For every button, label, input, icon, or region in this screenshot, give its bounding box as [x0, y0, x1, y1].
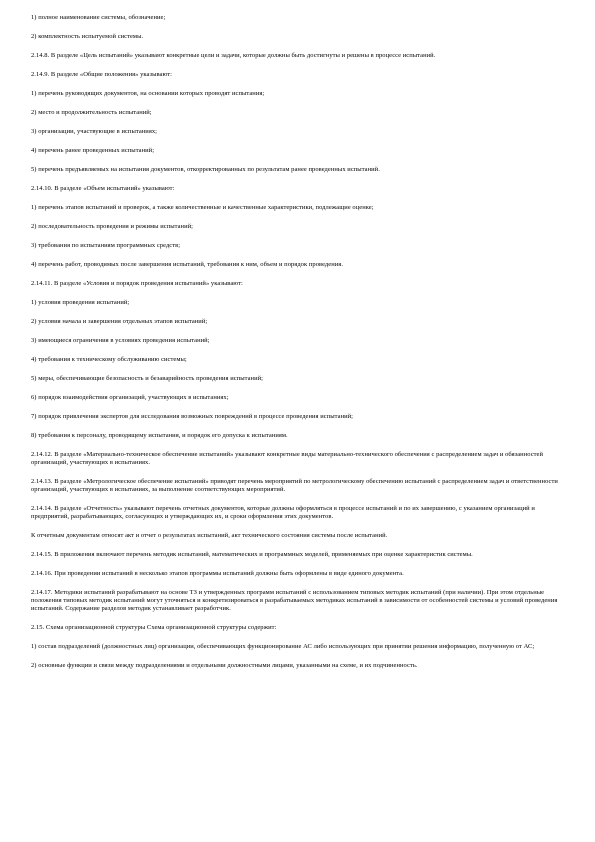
paragraph: 2) последовательность проведения и режимы испытаний;: [31, 223, 193, 230]
paragraph: 2.14.15. В приложения включают перечень методик испытаний, математических и программных моделей, применяемых при оценке характеристик системы.: [31, 551, 473, 558]
paragraph: 2.14.9. В разделе «Общие положения» указывают:: [31, 71, 173, 78]
paragraph: 2) основные функции и связи между подразделениями и отдельными должностными лицами, указанными на схеме, и их подчиненность.: [31, 662, 418, 669]
paragraph: 1) перечень этапов испытаний и проверок, а также количественные и качественные характеристики, подлежащие оценке;: [31, 204, 374, 211]
paragraph: 2.14.10. В разделе «Объем испытаний» указывают:: [31, 185, 175, 192]
paragraph: 3) имеющиеся ограничения в условиях проведения испытаний;: [31, 337, 210, 344]
paragraph: 4) перечень ранее проведенных испытаний;: [31, 147, 155, 154]
paragraph: 2) место и продолжительность испытаний;: [31, 109, 152, 116]
paragraph: 5) меры, обеспечивающие безопасность и безаварийность проведения испытаний;: [31, 375, 263, 382]
paragraph: 2.14.16. При проведении испытаний в несколько этапов программы испытаний должны быть оформлены в виде единого документа.: [31, 570, 404, 577]
paragraph: 2.14.17. Методики испытаний разрабатывают на основе ТЗ и утвержденных программ испытаний с использованием типовых методик испытаний (при наличии). При этом отдельные положения типовых методик испытаний могут уточняться и конкретизироваться в разрабатываемых методиках испытаний в зависимости от особенностей системы и условий проведения испытаний. Содержание разделов методик устанавливает разработчик.: [31, 589, 558, 612]
paragraph: 3) требования по испытаниям программных средств;: [31, 242, 181, 249]
paragraph: 2.14.12. В разделе «Материально-техническое обеспечение испытаний» указывают конкретные виды материально-технического обеспечения с распределением задач и обязанностей организаций, участвующих в испытаниях.: [31, 451, 543, 466]
paragraph: 2) условия начала и завершения отдельных этапов испытаний;: [31, 318, 208, 325]
paragraph: 2.14.13. В разделе «Метрологическое обеспечение испытаний» приводят перечень мероприятий по метрологическому обеспечению испытаний с распределением задач и ответственности организаций, участвующих в испытаниях, за выполнение соответствующих мероприятий.: [31, 478, 558, 493]
paragraph: 5) перечень предъявляемых на испытания документов, откорректированных по результатам ранее проведенных испытаний.: [31, 166, 380, 173]
paragraph: 6) порядок взаимодействия организаций, участвующих в испытаниях;: [31, 394, 229, 401]
paragraph: 1) условия проведения испытаний;: [31, 299, 130, 306]
paragraph: 3) организации, участвующие в испытаниях;: [31, 128, 158, 135]
paragraph: 1) перечень руководящих документов, на основании которых проводят испытания;: [31, 90, 265, 97]
paragraph: 1) состав подразделений (должностных лиц) организации, обеспечивающих функционирование АС либо использующих при принятии решения информацию, полученную от АС;: [31, 643, 535, 650]
paragraph: 4) перечень работ, проводимых после завершения испытаний, требования к ним, объем и порядок проведения.: [31, 261, 343, 268]
paragraph: 2.15. Схема организационной структуры Схема организационной структуры содержит:: [31, 624, 277, 631]
paragraph: 2) комплектность испытуемой системы.: [31, 33, 144, 40]
document-page: [31, 14, 566, 681]
paragraph: 8) требования к персоналу, проводящему испытания, и порядок его допуска к испытаниям.: [31, 432, 288, 439]
paragraph: 2.14.8. В разделе «Цель испытаний» указывают конкретные цели и задачи, которые должны быть достигнуты и решены в процессе испытаний.: [31, 52, 436, 59]
paragraph: 1) полное наименование системы, обозначение;: [31, 14, 166, 21]
paragraph: 7) порядок привлечения экспертов для исследования возможных повреждений в процессе проведения испытаний;: [31, 413, 354, 420]
paragraph: 2.14.14. В разделе «Отчетность» указывают перечень отчетных документов, которые должны оформляться в процессе испытаний и по их завершению, с указанием организаций и предприятий, разрабатывающих, согласующих и утверждающих их, и сроки оформления этих документов.: [31, 505, 535, 520]
paragraph: 2.14.11. В разделе «Условия и порядок проведения испытаний» указывают:: [31, 280, 243, 287]
paragraph: К отчетным документам относят акт и отчет о результатах испытаний, акт технического состояния системы после испытаний.: [31, 532, 388, 539]
paragraph: 4) требования к техническому обслуживанию системы;: [31, 356, 187, 363]
